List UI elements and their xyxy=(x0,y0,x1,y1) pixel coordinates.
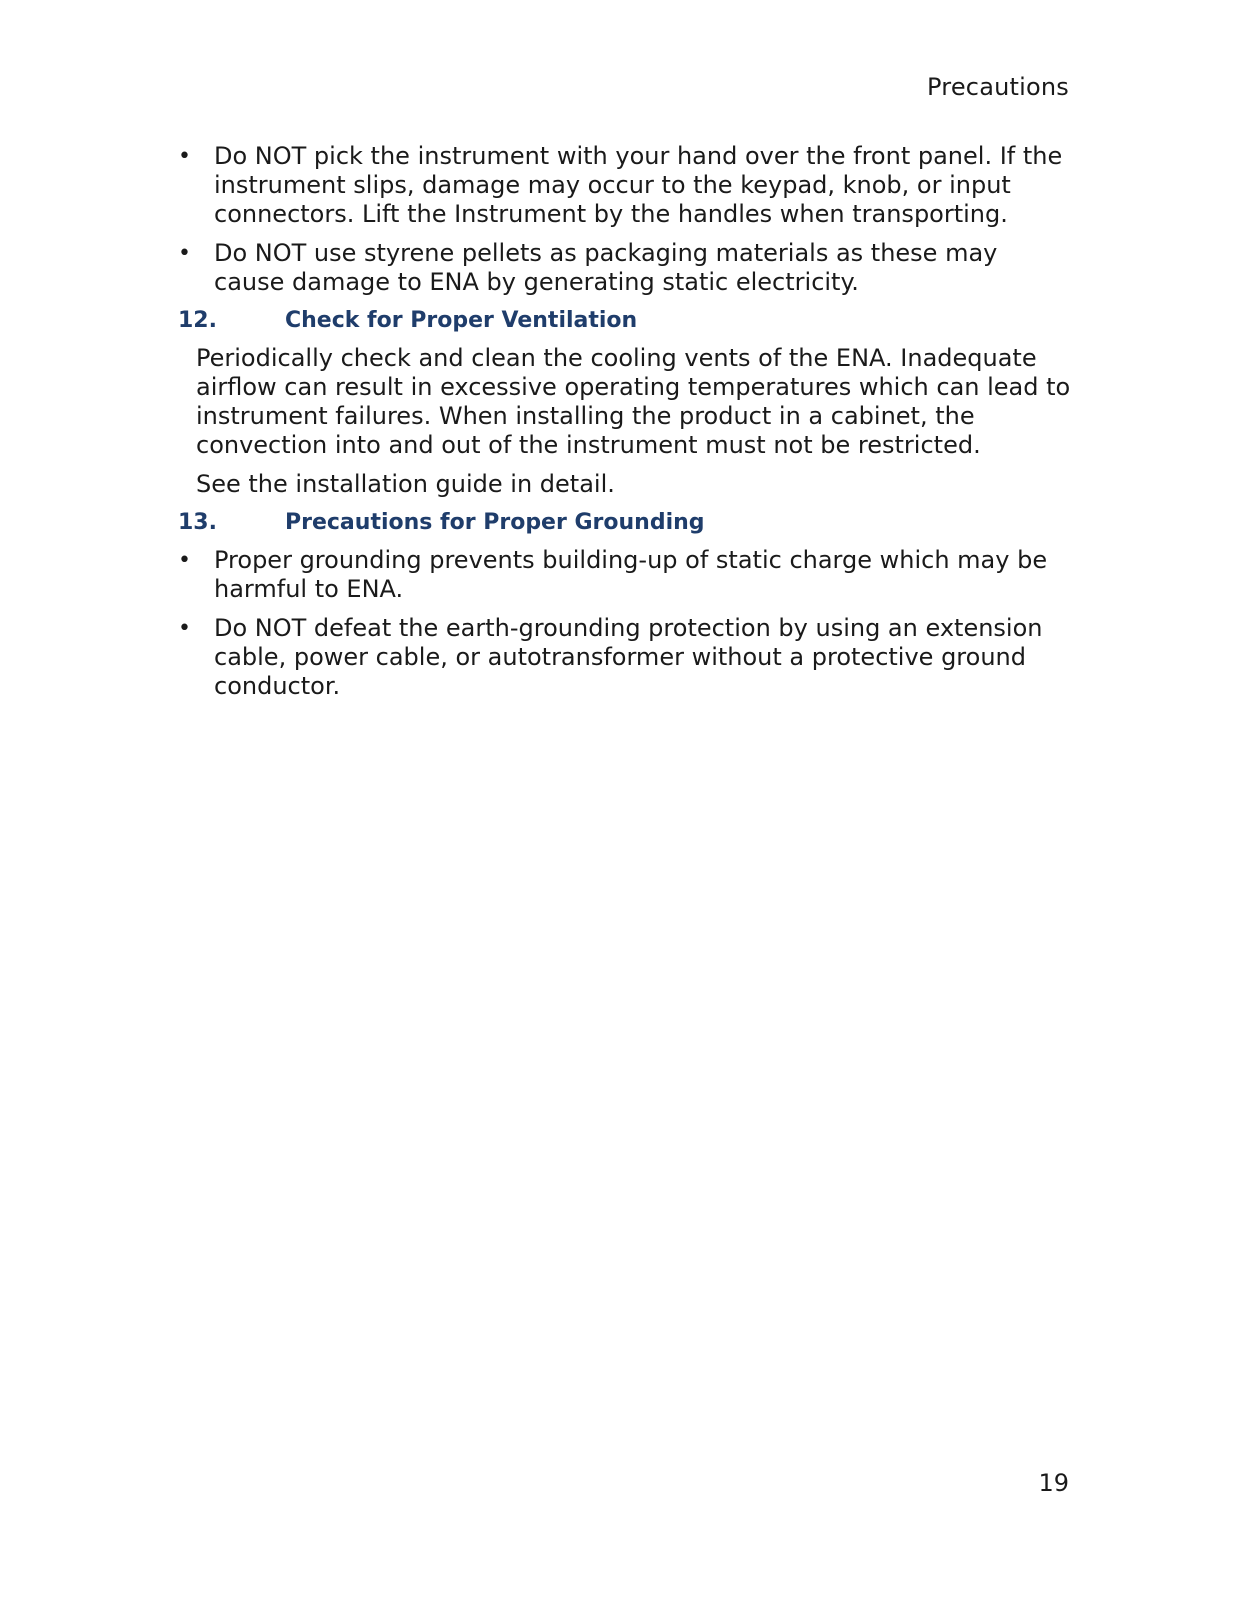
list-item xyxy=(178,546,1073,604)
page-content xyxy=(178,142,1073,711)
installation-guide-note: See the installation guide in detail. xyxy=(196,470,615,498)
ventilation-paragraph: Periodically check and clean the cooling vents of the ENA. Inadequate airflow can result in excessive operating temperatures which can lead to instrument failures. When installing the product in a cabinet, the convection into and out of the instrument must not be restricted. xyxy=(196,344,1071,459)
bullet-icon: • xyxy=(178,548,191,573)
list-item xyxy=(178,239,1073,297)
precaution-bullet-list xyxy=(178,142,1073,297)
section-heading-ventilation xyxy=(178,307,1073,335)
bullet-icon: • xyxy=(178,241,191,266)
running-header: Precautions xyxy=(927,73,1069,101)
list-item xyxy=(178,142,1073,229)
list-item-text: Do NOT defeat the earth-grounding protection by using an extension cable, power cable, or autotransformer without a protective ground conductor. xyxy=(214,614,1043,700)
section-number: 12. xyxy=(178,308,217,333)
list-item xyxy=(178,614,1073,701)
section-heading-grounding xyxy=(178,509,1073,537)
grounding-bullet-list xyxy=(178,546,1073,701)
section-title: Check for Proper Ventilation xyxy=(285,308,638,333)
list-item-text: Proper grounding prevents building-up of static charge which may be harmful to ENA. xyxy=(214,546,1048,603)
list-item-text: Do NOT use styrene pellets as packaging materials as these may cause damage to ENA by generating static electricity. xyxy=(214,239,998,296)
section-title: Precautions for Proper Grounding xyxy=(285,510,705,535)
bullet-icon: • xyxy=(178,144,191,169)
page-number: 19 xyxy=(1038,1469,1069,1497)
bullet-icon: • xyxy=(178,616,191,641)
section-number: 13. xyxy=(178,510,217,535)
list-item-text: Do NOT pick the instrument with your hand over the front panel. If the instrument slips, damage may occur to the keypad, knob, or input connectors. Lift the Instrument by the handles when transporting. xyxy=(214,142,1063,228)
